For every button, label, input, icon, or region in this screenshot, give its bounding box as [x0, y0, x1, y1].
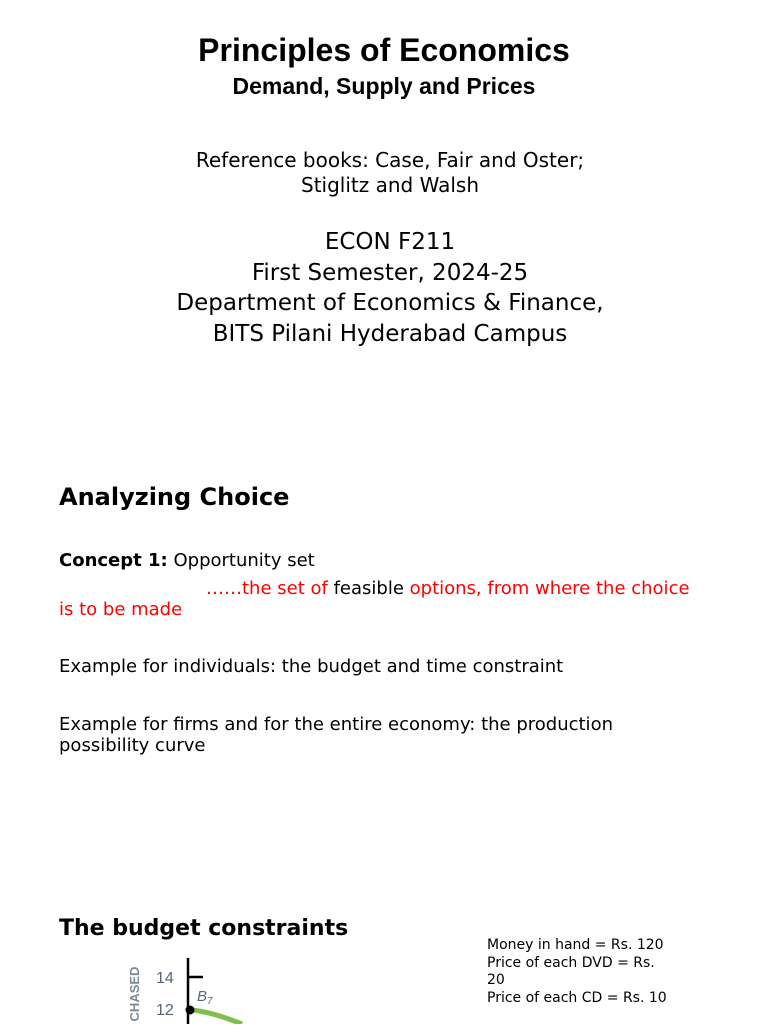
- section-heading: The budget constraints: [59, 916, 349, 941]
- concept-label: Concept 1:: [59, 550, 168, 571]
- budget-facts: [487, 937, 677, 1007]
- course-code: ECON F211: [324, 229, 456, 255]
- example-individuals: Example for individuals: the budget and time constraint: [59, 656, 564, 677]
- definition-keyword: feasible: [333, 578, 404, 599]
- page-subtitle: Demand, Supply and Prices: [232, 73, 536, 99]
- definition-part-3: options, from where the choice is to be made: [59, 578, 690, 620]
- concept-definition: [59, 579, 699, 620]
- reference-line: Reference books: Case, Fair and Oster;: [195, 148, 585, 172]
- point-label-letter: B: [197, 988, 208, 1005]
- budget-point: [186, 1006, 195, 1015]
- concept-text: Opportunity set: [167, 550, 315, 571]
- course-semester: First Semester, 2024-25: [251, 259, 529, 286]
- reference-line: Stiglitz and Walsh: [301, 173, 479, 197]
- tick-label: 12: [156, 1002, 174, 1019]
- graph-svg: [112, 954, 282, 1024]
- point-label-subscript: 7: [207, 996, 213, 1007]
- course-info: [0, 227, 768, 349]
- reference-books: [0, 148, 768, 198]
- course-department: Department of Economics & Finance,: [176, 290, 604, 316]
- section-heading: Analyzing Choice: [59, 483, 290, 511]
- tick-label: 14: [156, 970, 174, 987]
- budget-constraint-graph: [112, 954, 282, 1024]
- fact-dvd-price: Price of each DVD = Rs. 20: [487, 954, 655, 988]
- fact-cd-price: Price of each CD = Rs. 10: [487, 989, 667, 1006]
- concept-line: [59, 549, 315, 573]
- definition-part-1: ……the set of: [206, 578, 334, 599]
- fact-money: Money in hand = Rs. 120: [487, 937, 664, 953]
- example-firms: Example for firms and for the entire economy: the production possibility curve: [59, 714, 613, 756]
- course-campus: BITS Pilani Hyderabad Campus: [212, 320, 568, 347]
- page-title: Principles of Economics: [198, 32, 570, 68]
- y-axis-label: CHASED: [127, 966, 142, 1022]
